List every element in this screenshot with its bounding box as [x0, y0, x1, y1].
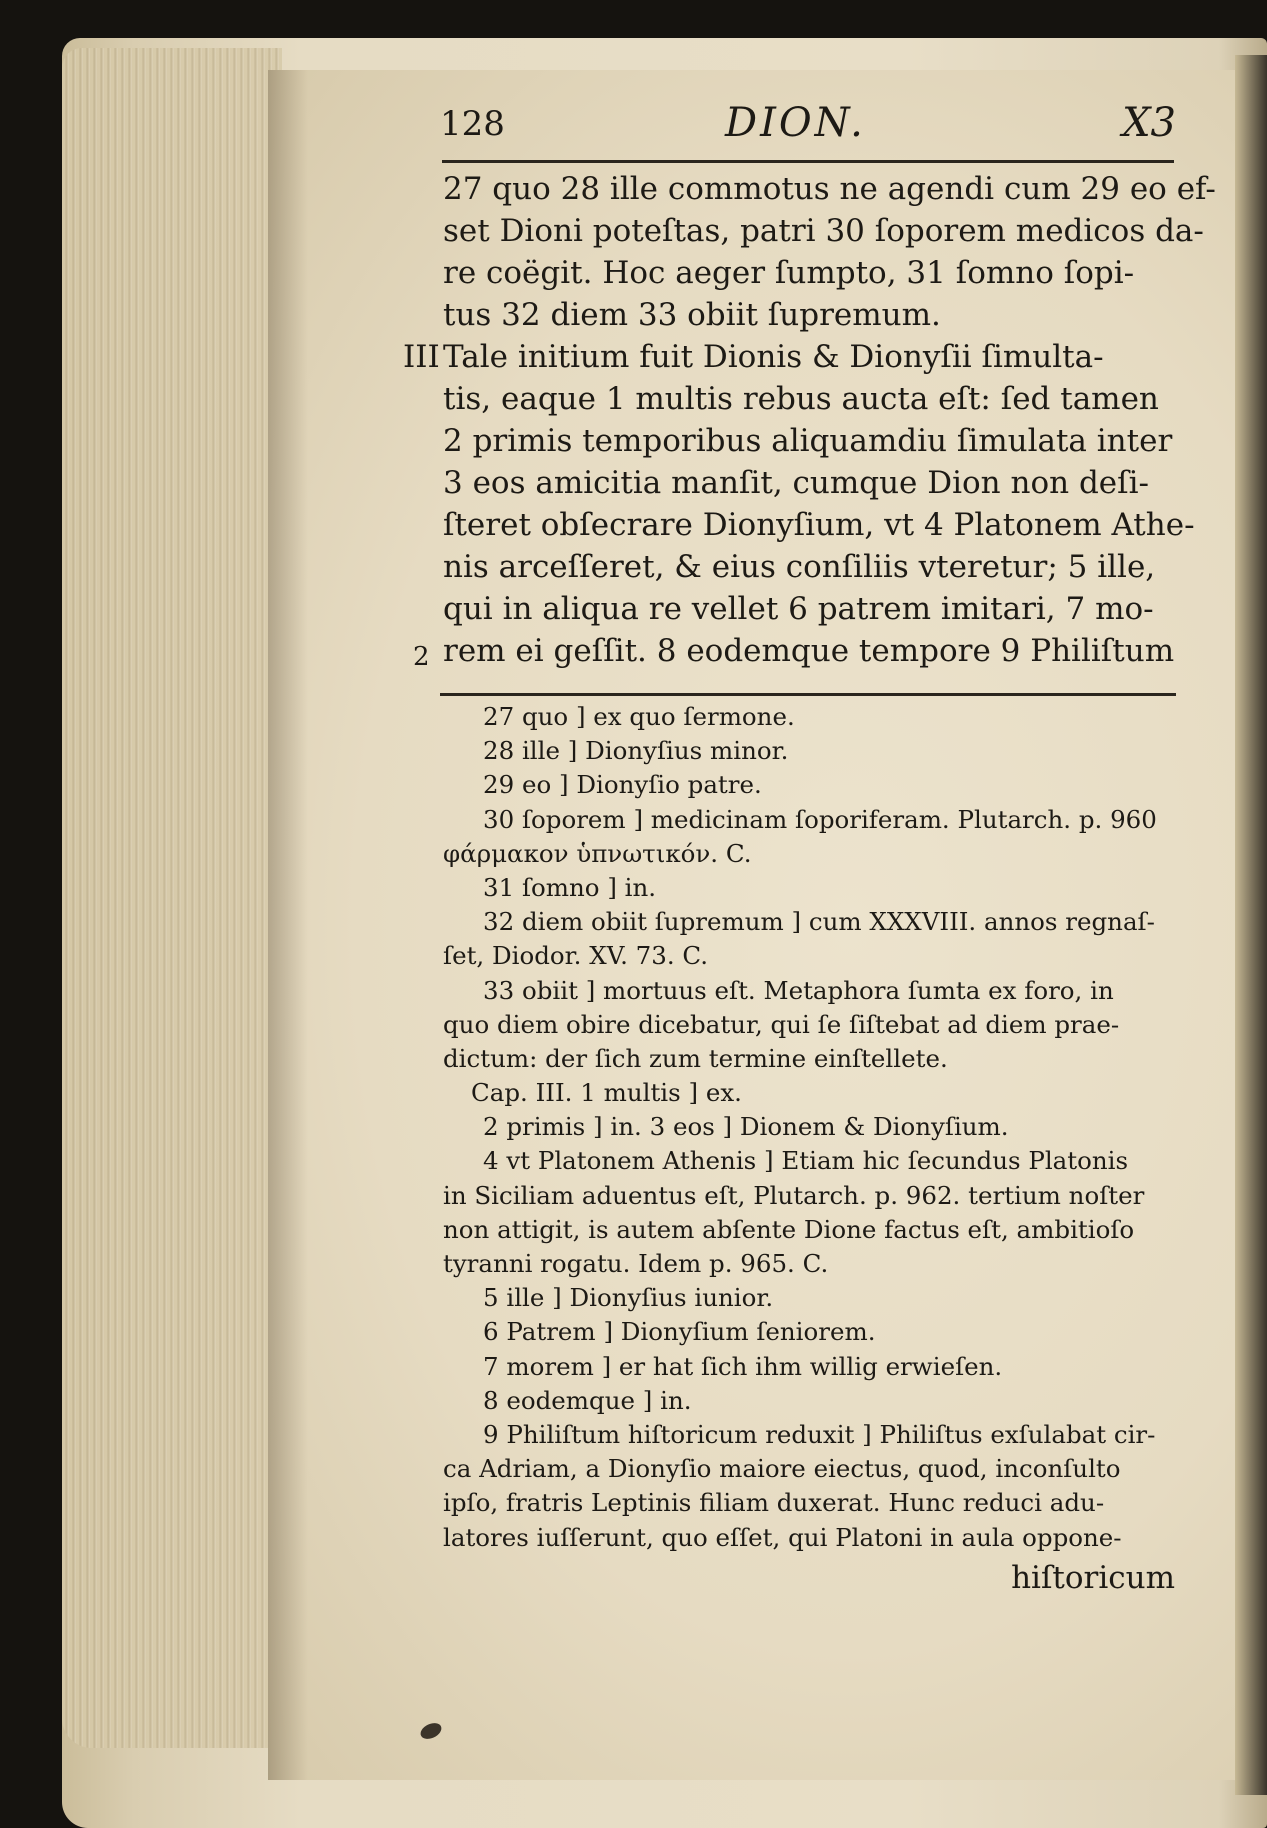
footnote-line: quo diem obire dicebatur, qui ſe ſiſtebat ad diem prae- — [443, 1009, 1120, 1039]
footnote-line: Cap. III. 1 multis ] ex. — [471, 1078, 742, 1108]
page-edge-right — [1235, 55, 1267, 1795]
footnote-line: ſet, Diodor. XV. 73. C. — [443, 941, 709, 971]
section-marker: III — [403, 339, 440, 375]
footnotes — [443, 700, 1178, 1555]
text-line: tis, eaque 1 multis rebus aucta eſt: ſed tamen — [443, 381, 1159, 417]
footnote-line: φάρμακον ὑπνωτικόν. C. — [443, 838, 752, 868]
page-number: 128 — [440, 104, 505, 144]
running-header — [440, 100, 1180, 160]
footnote-line: 6 Patrem ] Dionyſium ſeniorem. — [483, 1317, 876, 1347]
footnote-line: 33 obiit ] mortuus eſt. Metaphora ſumta ex foro, in — [483, 975, 1114, 1005]
text-line: qui in aliqua re vellet 6 patrem imitari, 7 mo- — [443, 591, 1154, 627]
footnote-line: in Siciliam aduentus eſt, Plutarch. p. 962. tertium noſter — [443, 1180, 1145, 1210]
footnote-line: 5 ille ] Dionyſius iunior. — [483, 1283, 774, 1313]
text-line: 27 quo 28 ille commotus ne agendi cum 29 eo ef- — [443, 171, 1216, 207]
footnote-line: ipſo, fratris Leptinis filiam duxerat. Hunc reduci adu- — [443, 1488, 1105, 1518]
footnote-line: 31 ſomno ] in. — [483, 872, 657, 902]
margin-note: 2 — [413, 642, 430, 672]
page-edges — [62, 48, 282, 1748]
footnote-line: 4 vt Platonem Athenis ] Etiam hic ſecundus Platonis — [483, 1146, 1129, 1176]
footnote-line: non attigit, is autem abſente Dione factus eſt, ambitioſo — [443, 1214, 1135, 1244]
text-line: set Dioni poteſtas, patri 30 ſoporem medicos da- — [443, 213, 1204, 249]
footnote-line: 27 quo ] ex quo ſermone. — [483, 702, 795, 731]
spine-shadow — [268, 70, 308, 1780]
footnote-line: 32 diem obiit ſupremum ] cum XXXVIII. annos regnaſ- — [483, 907, 1155, 937]
footnote-line: 30 ſoporem ] medicinam ſoporiferam. Plutarch. p. 960 — [483, 804, 1157, 834]
footnote-line: 8 eodemque ] in. — [483, 1385, 692, 1415]
text-line: re coëgit. Hoc aeger ſumpto, 31 ſomno ſopi- — [443, 255, 1135, 291]
footnote-line: 9 Philiſtum hiſtoricum reduxit ] Philiſtus exſulabat cir- — [483, 1419, 1156, 1449]
catchword: hiſtoricum — [1011, 1560, 1175, 1596]
footnote-line: dictum: der ſich zum termine einſtellete. — [443, 1043, 948, 1073]
running-title: DION. — [725, 100, 866, 146]
signature-mark: X3 — [1122, 100, 1176, 146]
header-rule — [442, 160, 1174, 163]
footnote-line: 29 eo ] Dionyſio patre. — [483, 770, 762, 800]
text-line: 3 eos amicitia manſit, cumque Dion non deſi- — [443, 465, 1150, 501]
text-line: 2 rem ei geſſit. 8 eodemque tempore 9 Philiſtum — [443, 630, 1178, 672]
text-line: III Tale initium fuit Dionis & Dionyſii ſimulta- — [443, 336, 1178, 378]
text-line: nis arceſſeret, & eius conſiliis vteretur; 5 ille, — [443, 549, 1156, 585]
text-line: 2 primis temporibus aliquamdiu ſimulata inter — [443, 423, 1173, 459]
footnote-line: ca Adriam, a Dionyſio maiore eiectus, quod, inconſulto — [443, 1454, 1121, 1484]
footnote-line: latores iuſſerunt, quo eſſet, qui Platoni in aula oppone- — [443, 1522, 1122, 1552]
footnote-line: 2 primis ] in. 3 eos ] Dionem & Dionyſium. — [483, 1112, 1009, 1142]
text-line: ſteret obſecrare Dionyſium, vt 4 Platonem Athe- — [443, 507, 1195, 543]
footnote-line: 7 morem ] er hat ſich ihm willig erwieſen. — [483, 1351, 1003, 1381]
footnote-line: tyranni rogatu. Idem p. 965. C. — [443, 1249, 829, 1278]
main-text — [403, 168, 1216, 672]
footnote-line: 28 ille ] Dionyſius minor. — [483, 736, 789, 766]
text-line: tus 32 diem 33 obiit ſupremum. — [443, 297, 941, 333]
footnote-rule — [440, 693, 1176, 696]
